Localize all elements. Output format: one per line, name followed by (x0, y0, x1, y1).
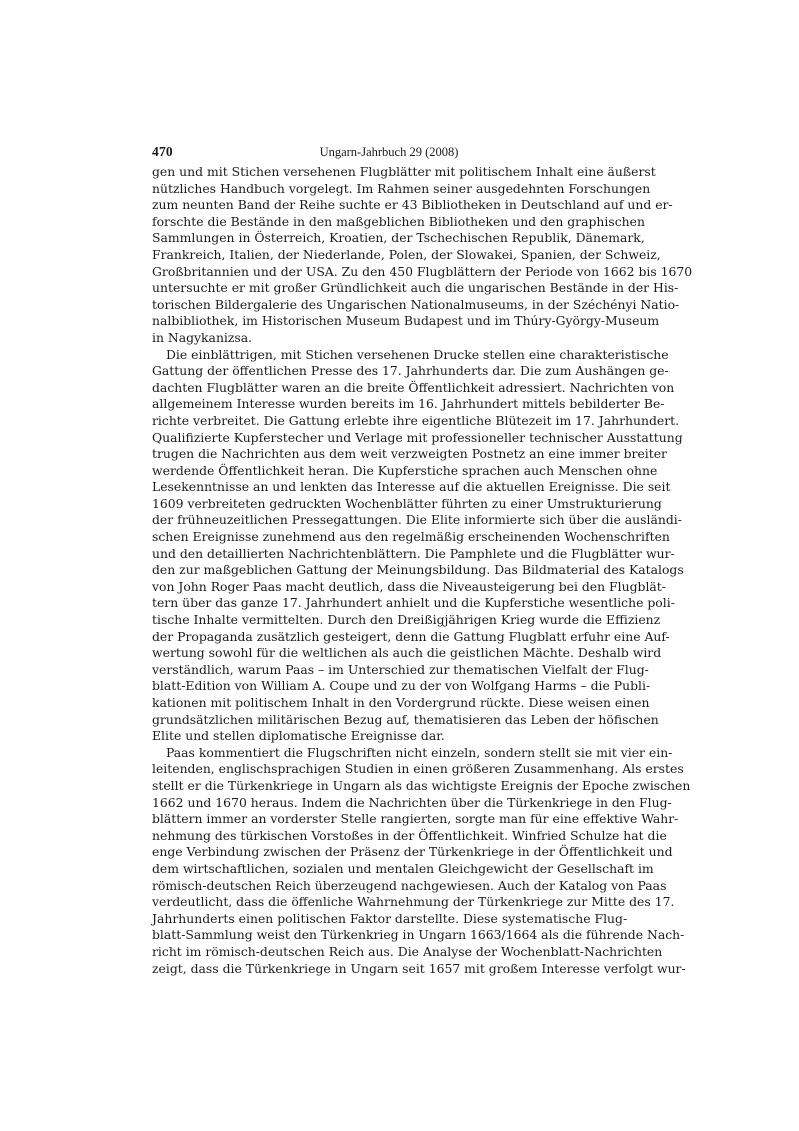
paragraph (152, 346, 684, 745)
text-line: Paas kommentiert die Flugschriften nicht einzeln, sondern stellt sie mit vier ein- (166, 744, 673, 760)
text-line: den zur maßgeblichen Gattung der Meinungsbildung. Das Bildmaterial des Katalogs (152, 562, 684, 578)
text-line: tern über das ganze 17. Jahrhundert anhielt und die Kupferstiche wesentliche poli- (152, 595, 675, 611)
text-line: richte verbreitet. Die Gattung erlebte ihre eigentliche Blütezeit im 17. Jahrhundert. (152, 412, 680, 428)
text-line: schen Ereignisse zunehmend aus den regelmäßig erscheinenden Wochenschriften (152, 529, 670, 545)
running-title: Ungarn-Jahrbuch 29 (2008) (319, 145, 459, 159)
text-line: verständlich, warum Paas – im Unterschied zur thematischen Vielfalt der Flug- (152, 661, 649, 677)
text-line: wertung sowohl für die weltlichen als auch die geistlichen Mächte. Deshalb wird (152, 645, 662, 661)
text-line: stellt er die Türkenkriege in Ungarn als das wichtigste Ereignis der Epoche zwischen (152, 777, 691, 793)
body-text (152, 164, 693, 977)
paragraph (152, 164, 693, 347)
text-line: werdende Öffentlichkeit heran. Die Kupferstiche sprachen auch Menschen ohne (152, 462, 658, 478)
text-line: Die einblättrigen, mit Stichen versehenen Drucke stellen eine charakteristische (166, 346, 669, 362)
text-line: Gattung der öffentlichen Presse des 17. Jahrhunderts dar. Die zum Aushängen ge- (152, 363, 669, 379)
text-line: tische Inhalte vermittelten. Durch den Dreißigjährigen Krieg wurde die Effizienz (152, 612, 661, 628)
text-line: Elite und stellen diplomatische Ereignisse dar. (152, 728, 445, 744)
text-line: und den detaillierten Nachrichtenblättern. Die Pamphlete und die Flugblätter wur- (152, 545, 675, 561)
text-line: dachten Flugblätter waren an die breite Öffentlichkeit adressiert. Nachrichten von (152, 379, 675, 395)
text-line: forschte die Bestände in den maßgeblichen Bibliotheken und den graphischen (152, 213, 645, 229)
text-line: blatt-Edition von William A. Coupe und zu der von Wolfgang Harms – die Publi- (152, 678, 651, 694)
text-line: richt im römisch-deutschen Reich aus. Die Analyse der Wochenblatt-Nachrichten (152, 943, 663, 959)
text-line: nalbibliothek, im Historischen Museum Budapest und im Thúry-György-Museum (152, 313, 660, 329)
text-line: untersuchte er mit großer Gründlichkeit auch die ungarischen Bestände in der His- (152, 280, 679, 296)
page-number: 470 (152, 144, 173, 159)
text-line: blatt-Sammlung weist den Türkenkrieg in Ungarn 1663/1664 als die führende Nach- (152, 927, 685, 943)
text-line: Lesekenntnisse an und lenkten das Interesse auf die aktuellen Ereignisse. Die seit (152, 479, 671, 495)
text-line: blättern immer an vorderster Stelle rangierten, sorgte man für eine effektive Wahr- (152, 811, 679, 827)
text-line: nehmung des türkischen Vorstoßes in der Öffentlichkeit. Winfried Schulze hat die (152, 827, 667, 843)
text-line: von John Roger Paas macht deutlich, dass die Niveausteigerung bei den Flugblät- (152, 578, 666, 594)
page-header (152, 144, 626, 164)
text-line: trugen die Nachrichten aus dem weit verzweigten Postnetz an eine immer breiter (152, 446, 667, 462)
text-line: 1609 verbreiteten gedruckten Wochenblätter führten zu einer Umstrukturierung (152, 495, 662, 511)
text-line: enge Verbindung zwischen der Präsenz der Türkenkriege in der Öffentlichkeit und (152, 844, 673, 860)
text-line: dem wirtschaftlichen, sozialen und mentalen Gleichgewicht der Gesellschaft im (152, 860, 654, 876)
text-line: Großbritannien und der USA. Zu den 450 Flugblättern der Periode von 1662 bis 1670 (152, 263, 693, 279)
text-line: verdeutlicht, dass die öffenliche Wahrnehmung der Türkenkriege zur Mitte des 17. (152, 894, 675, 910)
text-line: römisch-deutschen Reich überzeugend nachgewiesen. Auch der Katalog von Paas (152, 877, 667, 893)
text-line: gen und mit Stichen versehenen Flugblätter mit politischem Inhalt eine äußerst (152, 164, 656, 179)
text-line: in Nagykanizsa. (152, 329, 253, 345)
text-line: grundsätzlichen militärischen Bezug auf, thematisieren das Leben der höfischen (152, 711, 659, 727)
text-line: Frankreich, Italien, der Niederlande, Polen, der Slowakei, Spanien, der Schweiz, (152, 246, 661, 262)
text-line: torischen Bildergalerie des Ungarischen Nationalmuseums, in der Széchényi Natio- (152, 296, 680, 312)
text-line: der frühneuzeitlichen Pressegattungen. Die Elite informierte sich über die ausländi- (152, 512, 682, 528)
text-line: 1662 und 1670 heraus. Indem die Nachrichten über die Türkenkriege in den Flug- (152, 794, 672, 810)
text-line: kationen mit politischem Inhalt in den Vordergrund rückte. Diese weisen einen (152, 695, 650, 710)
text-line: zeigt, dass die Türkenkriege in Ungarn seit 1657 mit großem Interesse verfolgt wur- (152, 960, 686, 976)
text-line: Qualifizierte Kupferstecher und Verlage mit professioneller technischer Ausstattung (152, 429, 683, 445)
text-line: Sammlungen in Österreich, Kroatien, der Tschechischen Republik, Dänemark, (152, 230, 645, 246)
text-line: allgemeinem Interesse wurden bereits im 16. Jahrhundert mittels bebilderter Be- (152, 396, 665, 412)
text-line: zum neunten Band der Reihe suchte er 43 Bibliotheken in Deutschland auf und er- (152, 197, 673, 213)
text-line: der Propaganda zusätzlich gesteigert, denn die Gattung Flugblatt erfuhr eine Auf- (152, 628, 670, 644)
paragraph (152, 744, 691, 977)
text-line: Jahrhunderts einen politischen Faktor darstellte. Diese systematische Flug- (152, 910, 628, 926)
text-line: nützliches Handbuch vorgelegt. Im Rahmen seiner ausgedehnten Forschungen (152, 180, 651, 196)
text-line: leitenden, englischsprachigen Studien in einen größeren Zusammenhang. Als erstes (152, 761, 684, 777)
